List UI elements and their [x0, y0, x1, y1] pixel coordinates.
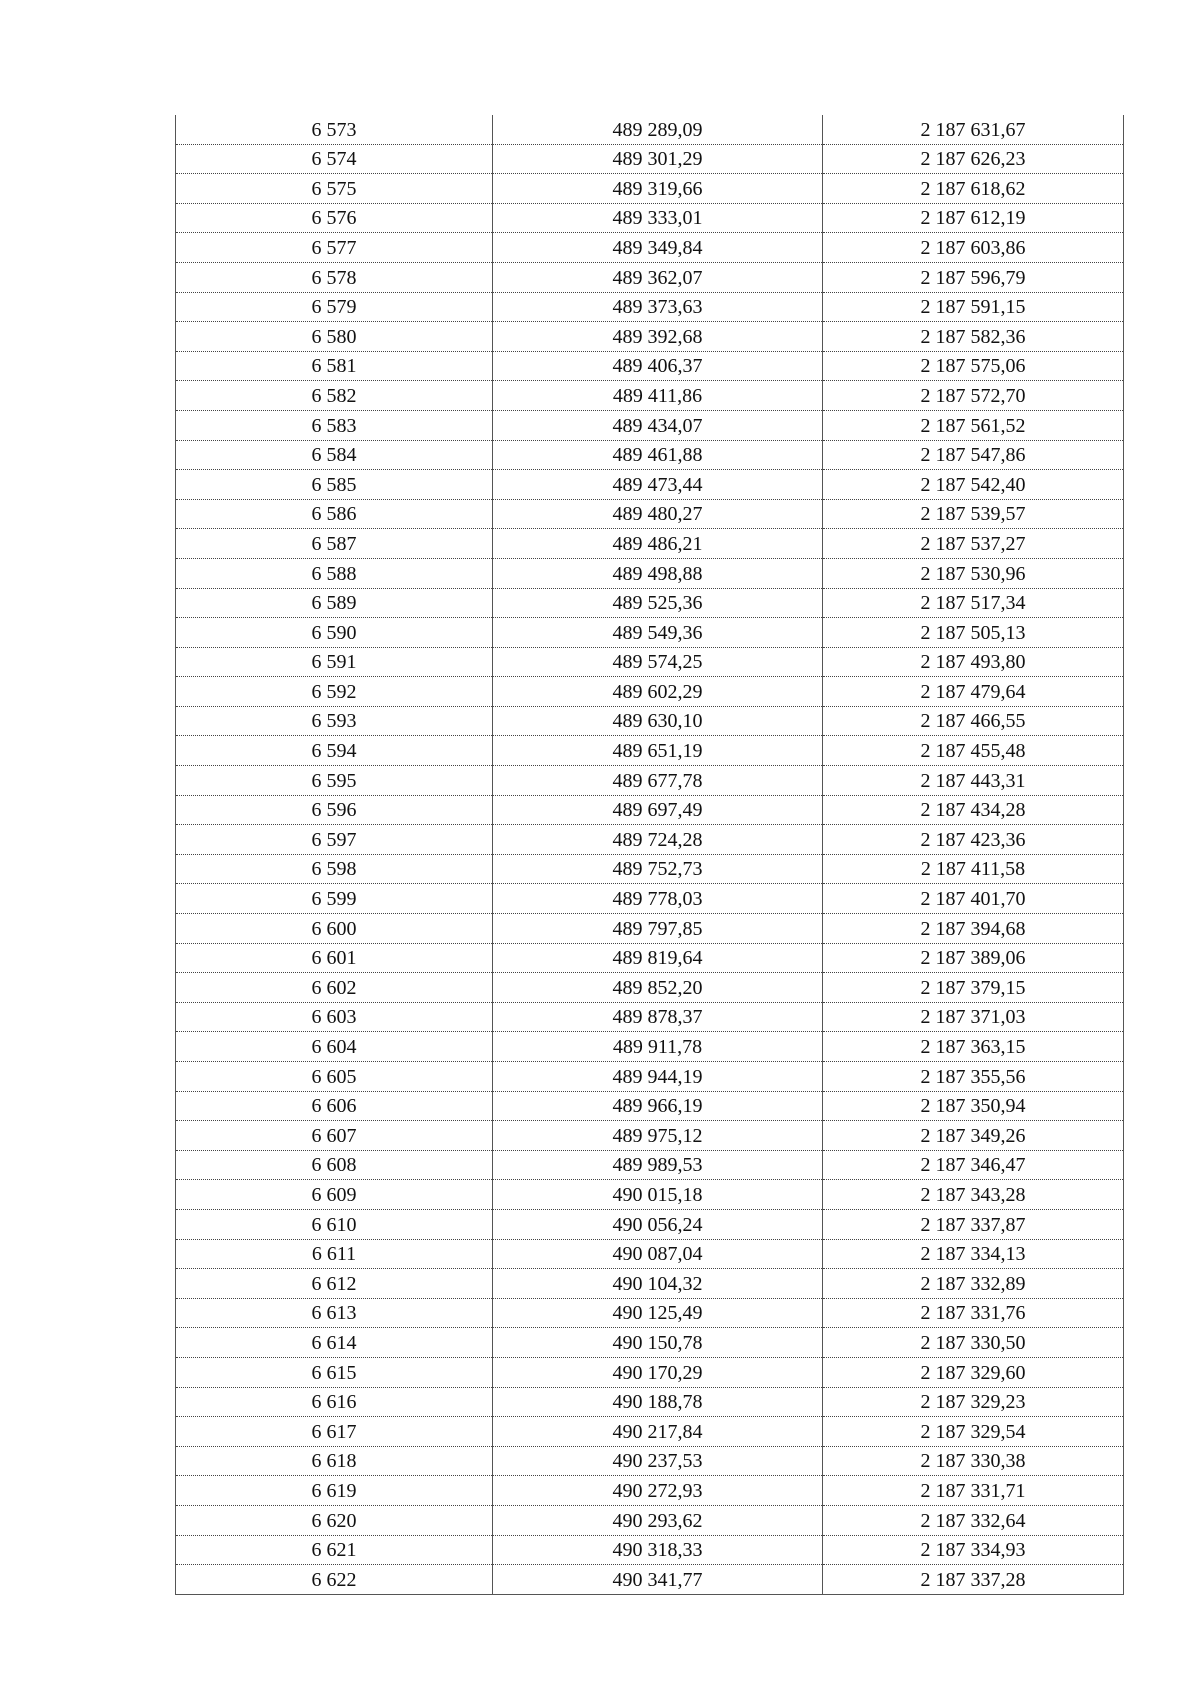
table-row — [176, 884, 1124, 914]
point-number-cell: 6 590 — [176, 618, 493, 648]
point-number-cell: 6 602 — [176, 973, 493, 1003]
point-number-cell: 6 600 — [176, 914, 493, 944]
table-row — [176, 1209, 1124, 1239]
point-number-cell: 6 593 — [176, 706, 493, 736]
y-coordinate-cell: 2 187 394,68 — [823, 914, 1124, 944]
y-coordinate-cell: 2 187 337,28 — [823, 1565, 1124, 1595]
y-coordinate-cell: 2 187 330,38 — [823, 1446, 1124, 1476]
x-coordinate-cell: 489 473,44 — [493, 470, 823, 500]
x-coordinate-cell: 489 697,49 — [493, 795, 823, 825]
x-coordinate-cell: 489 319,66 — [493, 174, 823, 204]
x-coordinate-cell: 490 170,29 — [493, 1357, 823, 1387]
point-number-cell: 6 607 — [176, 1121, 493, 1151]
point-number-cell: 6 575 — [176, 174, 493, 204]
y-coordinate-cell: 2 187 631,67 — [823, 115, 1124, 144]
point-number-cell: 6 576 — [176, 203, 493, 233]
table-row — [176, 499, 1124, 529]
y-coordinate-cell: 2 187 329,23 — [823, 1387, 1124, 1417]
table-row — [176, 1062, 1124, 1092]
table-row — [176, 854, 1124, 884]
x-coordinate-cell: 489 630,10 — [493, 706, 823, 736]
y-coordinate-cell: 2 187 379,15 — [823, 973, 1124, 1003]
x-coordinate-cell: 489 486,21 — [493, 529, 823, 559]
table-row — [176, 233, 1124, 263]
y-coordinate-cell: 2 187 330,50 — [823, 1328, 1124, 1358]
y-coordinate-cell: 2 187 434,28 — [823, 795, 1124, 825]
x-coordinate-cell: 489 724,28 — [493, 825, 823, 855]
table-row — [176, 1476, 1124, 1506]
table-row — [176, 1032, 1124, 1062]
table-row — [176, 292, 1124, 322]
y-coordinate-cell: 2 187 329,54 — [823, 1417, 1124, 1447]
point-number-cell: 6 619 — [176, 1476, 493, 1506]
y-coordinate-cell: 2 187 537,27 — [823, 529, 1124, 559]
point-number-cell: 6 617 — [176, 1417, 493, 1447]
table-row — [176, 706, 1124, 736]
point-number-cell: 6 620 — [176, 1505, 493, 1535]
point-number-cell: 6 598 — [176, 854, 493, 884]
point-number-cell: 6 587 — [176, 529, 493, 559]
table-row — [176, 914, 1124, 944]
x-coordinate-cell: 489 797,85 — [493, 914, 823, 944]
x-coordinate-cell: 489 289,09 — [493, 115, 823, 144]
point-number-cell: 6 589 — [176, 588, 493, 618]
point-number-cell: 6 583 — [176, 410, 493, 440]
x-coordinate-cell: 489 480,27 — [493, 499, 823, 529]
x-coordinate-cell: 489 878,37 — [493, 1002, 823, 1032]
point-number-cell: 6 578 — [176, 262, 493, 292]
table-row — [176, 736, 1124, 766]
point-number-cell: 6 597 — [176, 825, 493, 855]
table-row — [176, 558, 1124, 588]
x-coordinate-cell: 490 087,04 — [493, 1239, 823, 1269]
point-number-cell: 6 588 — [176, 558, 493, 588]
point-number-cell: 6 615 — [176, 1357, 493, 1387]
y-coordinate-cell: 2 187 343,28 — [823, 1180, 1124, 1210]
point-number-cell: 6 609 — [176, 1180, 493, 1210]
x-coordinate-cell: 490 318,33 — [493, 1535, 823, 1565]
x-coordinate-cell: 489 498,88 — [493, 558, 823, 588]
x-coordinate-cell: 489 651,19 — [493, 736, 823, 766]
y-coordinate-cell: 2 187 363,15 — [823, 1032, 1124, 1062]
point-number-cell: 6 608 — [176, 1150, 493, 1180]
table-row — [176, 1298, 1124, 1328]
y-coordinate-cell: 2 187 443,31 — [823, 766, 1124, 796]
x-coordinate-cell: 490 104,32 — [493, 1269, 823, 1299]
x-coordinate-cell: 489 966,19 — [493, 1091, 823, 1121]
y-coordinate-cell: 2 187 331,71 — [823, 1476, 1124, 1506]
y-coordinate-cell: 2 187 331,76 — [823, 1298, 1124, 1328]
y-coordinate-cell: 2 187 346,47 — [823, 1150, 1124, 1180]
x-coordinate-cell: 489 406,37 — [493, 351, 823, 381]
y-coordinate-cell: 2 187 466,55 — [823, 706, 1124, 736]
y-coordinate-cell: 2 187 350,94 — [823, 1091, 1124, 1121]
x-coordinate-cell: 489 525,36 — [493, 588, 823, 618]
x-coordinate-cell: 489 752,73 — [493, 854, 823, 884]
x-coordinate-cell: 489 819,64 — [493, 943, 823, 973]
point-number-cell: 6 618 — [176, 1446, 493, 1476]
table-row — [176, 440, 1124, 470]
y-coordinate-cell: 2 187 561,52 — [823, 410, 1124, 440]
table-row — [176, 795, 1124, 825]
table-row — [176, 1269, 1124, 1299]
y-coordinate-cell: 2 187 332,64 — [823, 1505, 1124, 1535]
x-coordinate-cell: 489 411,86 — [493, 381, 823, 411]
y-coordinate-cell: 2 187 371,03 — [823, 1002, 1124, 1032]
table-row — [176, 470, 1124, 500]
y-coordinate-cell: 2 187 329,60 — [823, 1357, 1124, 1387]
table-row — [176, 825, 1124, 855]
y-coordinate-cell: 2 187 626,23 — [823, 144, 1124, 174]
x-coordinate-cell: 489 333,01 — [493, 203, 823, 233]
table-row — [176, 203, 1124, 233]
table-row — [176, 115, 1124, 144]
point-number-cell: 6 573 — [176, 115, 493, 144]
y-coordinate-cell: 2 187 582,36 — [823, 322, 1124, 352]
x-coordinate-cell: 490 217,84 — [493, 1417, 823, 1447]
x-coordinate-cell: 489 461,88 — [493, 440, 823, 470]
point-number-cell: 6 610 — [176, 1209, 493, 1239]
y-coordinate-cell: 2 187 547,86 — [823, 440, 1124, 470]
x-coordinate-cell: 489 944,19 — [493, 1062, 823, 1092]
y-coordinate-cell: 2 187 334,93 — [823, 1535, 1124, 1565]
y-coordinate-cell: 2 187 455,48 — [823, 736, 1124, 766]
y-coordinate-cell: 2 187 612,19 — [823, 203, 1124, 233]
y-coordinate-cell: 2 187 572,70 — [823, 381, 1124, 411]
point-number-cell: 6 612 — [176, 1269, 493, 1299]
y-coordinate-cell: 2 187 517,34 — [823, 588, 1124, 618]
point-number-cell: 6 579 — [176, 292, 493, 322]
x-coordinate-cell: 490 056,24 — [493, 1209, 823, 1239]
y-coordinate-cell: 2 187 618,62 — [823, 174, 1124, 204]
point-number-cell: 6 614 — [176, 1328, 493, 1358]
y-coordinate-cell: 2 187 603,86 — [823, 233, 1124, 263]
point-number-cell: 6 595 — [176, 766, 493, 796]
table-row — [176, 588, 1124, 618]
y-coordinate-cell: 2 187 423,36 — [823, 825, 1124, 855]
point-number-cell: 6 594 — [176, 736, 493, 766]
y-coordinate-cell: 2 187 539,57 — [823, 499, 1124, 529]
x-coordinate-cell: 490 188,78 — [493, 1387, 823, 1417]
table-row — [176, 1239, 1124, 1269]
table-row — [176, 1150, 1124, 1180]
y-coordinate-cell: 2 187 575,06 — [823, 351, 1124, 381]
coordinates-table — [175, 115, 1124, 1595]
y-coordinate-cell: 2 187 591,15 — [823, 292, 1124, 322]
point-number-cell: 6 581 — [176, 351, 493, 381]
table-row — [176, 1535, 1124, 1565]
table-row — [176, 144, 1124, 174]
point-number-cell: 6 603 — [176, 1002, 493, 1032]
point-number-cell: 6 601 — [176, 943, 493, 973]
table-row — [176, 618, 1124, 648]
table-row — [176, 1091, 1124, 1121]
x-coordinate-cell: 489 602,29 — [493, 677, 823, 707]
y-coordinate-cell: 2 187 389,06 — [823, 943, 1124, 973]
table-row — [176, 647, 1124, 677]
coordinates-table-body — [176, 115, 1124, 1594]
point-number-cell: 6 584 — [176, 440, 493, 470]
point-number-cell: 6 611 — [176, 1239, 493, 1269]
table-row — [176, 1446, 1124, 1476]
table-row — [176, 973, 1124, 1003]
table-row — [176, 1002, 1124, 1032]
x-coordinate-cell: 489 574,25 — [493, 647, 823, 677]
x-coordinate-cell: 489 301,29 — [493, 144, 823, 174]
x-coordinate-cell: 490 237,53 — [493, 1446, 823, 1476]
point-number-cell: 6 621 — [176, 1535, 493, 1565]
point-number-cell: 6 585 — [176, 470, 493, 500]
point-number-cell: 6 599 — [176, 884, 493, 914]
y-coordinate-cell: 2 187 493,80 — [823, 647, 1124, 677]
y-coordinate-cell: 2 187 349,26 — [823, 1121, 1124, 1151]
point-number-cell: 6 605 — [176, 1062, 493, 1092]
table-row — [176, 174, 1124, 204]
x-coordinate-cell: 490 125,49 — [493, 1298, 823, 1328]
x-coordinate-cell: 489 362,07 — [493, 262, 823, 292]
point-number-cell: 6 604 — [176, 1032, 493, 1062]
x-coordinate-cell: 489 434,07 — [493, 410, 823, 440]
table-row — [176, 322, 1124, 352]
x-coordinate-cell: 489 549,36 — [493, 618, 823, 648]
y-coordinate-cell: 2 187 542,40 — [823, 470, 1124, 500]
y-coordinate-cell: 2 187 505,13 — [823, 618, 1124, 648]
y-coordinate-cell: 2 187 334,13 — [823, 1239, 1124, 1269]
point-number-cell: 6 574 — [176, 144, 493, 174]
table-row — [176, 1180, 1124, 1210]
table-row — [176, 410, 1124, 440]
table-row — [176, 1505, 1124, 1535]
y-coordinate-cell: 2 187 355,56 — [823, 1062, 1124, 1092]
y-coordinate-cell: 2 187 479,64 — [823, 677, 1124, 707]
table-row — [176, 943, 1124, 973]
table-row — [176, 1121, 1124, 1151]
x-coordinate-cell: 489 989,53 — [493, 1150, 823, 1180]
point-number-cell: 6 622 — [176, 1565, 493, 1595]
point-number-cell: 6 586 — [176, 499, 493, 529]
table-row — [176, 1387, 1124, 1417]
y-coordinate-cell: 2 187 337,87 — [823, 1209, 1124, 1239]
point-number-cell: 6 577 — [176, 233, 493, 263]
x-coordinate-cell: 490 015,18 — [493, 1180, 823, 1210]
y-coordinate-cell: 2 187 332,89 — [823, 1269, 1124, 1299]
y-coordinate-cell: 2 187 401,70 — [823, 884, 1124, 914]
point-number-cell: 6 613 — [176, 1298, 493, 1328]
table-row — [176, 1565, 1124, 1595]
point-number-cell: 6 591 — [176, 647, 493, 677]
point-number-cell: 6 596 — [176, 795, 493, 825]
point-number-cell: 6 616 — [176, 1387, 493, 1417]
point-number-cell: 6 582 — [176, 381, 493, 411]
table-row — [176, 262, 1124, 292]
x-coordinate-cell: 489 975,12 — [493, 1121, 823, 1151]
table-row — [176, 677, 1124, 707]
point-number-cell: 6 592 — [176, 677, 493, 707]
table-row — [176, 1417, 1124, 1447]
point-number-cell: 6 606 — [176, 1091, 493, 1121]
x-coordinate-cell: 490 293,62 — [493, 1505, 823, 1535]
x-coordinate-cell: 489 852,20 — [493, 973, 823, 1003]
table-row — [176, 766, 1124, 796]
x-coordinate-cell: 489 349,84 — [493, 233, 823, 263]
x-coordinate-cell: 490 272,93 — [493, 1476, 823, 1506]
point-number-cell: 6 580 — [176, 322, 493, 352]
x-coordinate-cell: 490 150,78 — [493, 1328, 823, 1358]
y-coordinate-cell: 2 187 596,79 — [823, 262, 1124, 292]
table-row — [176, 351, 1124, 381]
x-coordinate-cell: 489 778,03 — [493, 884, 823, 914]
table-row — [176, 1357, 1124, 1387]
x-coordinate-cell: 490 341,77 — [493, 1565, 823, 1595]
x-coordinate-cell: 489 911,78 — [493, 1032, 823, 1062]
x-coordinate-cell: 489 392,68 — [493, 322, 823, 352]
y-coordinate-cell: 2 187 411,58 — [823, 854, 1124, 884]
y-coordinate-cell: 2 187 530,96 — [823, 558, 1124, 588]
table-row — [176, 381, 1124, 411]
x-coordinate-cell: 489 677,78 — [493, 766, 823, 796]
x-coordinate-cell: 489 373,63 — [493, 292, 823, 322]
table-row — [176, 529, 1124, 559]
table-row — [176, 1328, 1124, 1358]
